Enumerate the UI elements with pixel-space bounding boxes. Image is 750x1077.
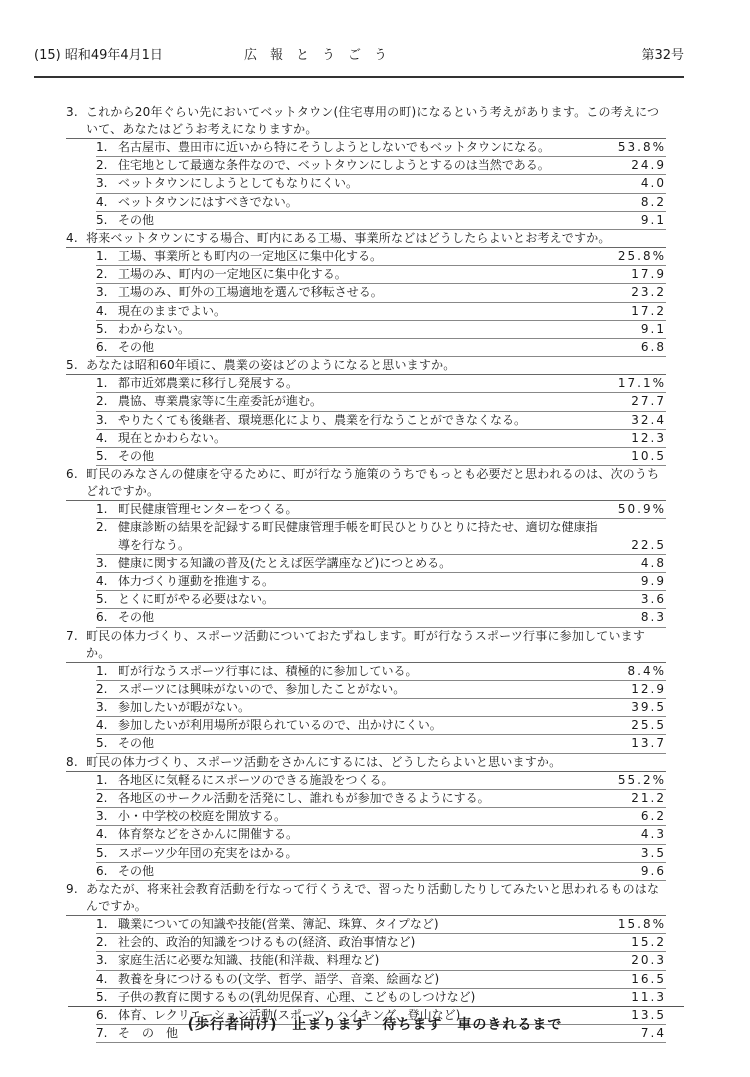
option-number: 2. (96, 935, 108, 950)
option-percentage: 24.9 (631, 158, 666, 173)
option-text: 工場のみ、町外の工場適地を選んで移転させる。 (118, 285, 383, 300)
answer-option (96, 430, 666, 448)
option-number: 2. (96, 158, 108, 173)
option-number: 5. (96, 845, 108, 860)
survey-question (66, 754, 666, 881)
option-percentage: 50.9% (617, 502, 666, 517)
question-text-row (66, 881, 666, 916)
option-text: やりたくても後継者、環境悪化により、農業を行なうことができなくなる。 (118, 412, 527, 427)
option-number: 3. (96, 176, 108, 191)
question-text: これから20年ぐらい先においてベットタウン(住宅専用の町)になるという考えがあります。この考えについて、あなたはどうお考えになりますか。 (86, 105, 660, 136)
option-text: その他 (118, 736, 155, 751)
survey-question (66, 466, 666, 627)
option-text: ベットタウンにしようとしてもなりにくい。 (118, 176, 359, 191)
answer-option (96, 735, 666, 753)
answer-option (96, 248, 666, 266)
answer-option (96, 826, 666, 844)
option-percentage: 8.2 (640, 194, 666, 209)
option-text: 各地区に気軽るにスポーツのできる施設をつくる。 (118, 772, 394, 787)
issue-date: (15) 昭和49年4月1日 (34, 48, 163, 63)
option-text: 参加したいが暇がない。 (118, 700, 251, 715)
answer-option (96, 717, 666, 735)
question-text: 町民の体力づくり、スポーツ活動についておたずねします。町が行なうスポーツ行事に参加していますか。 (86, 628, 646, 660)
footer-slogan: (歩行者向け) 止まります 待ちます 車のきれるまで (187, 1017, 563, 1033)
option-text: ベットタウンにはすべきでない。 (118, 194, 298, 209)
option-number: 6. (96, 863, 108, 878)
option-number: 1. (96, 916, 108, 931)
question-number: 4. (66, 231, 78, 246)
option-text: わからない。 (118, 321, 191, 336)
option-text: 現在とかわらない。 (118, 430, 227, 445)
option-percentage: 23.2 (631, 285, 666, 300)
answer-option (96, 845, 666, 863)
option-percentage: 27.7 (631, 394, 666, 409)
answer-option (96, 971, 666, 989)
answer-option (96, 863, 666, 881)
option-text: 体力づくり運動を推進する。 (118, 574, 275, 589)
option-percentage: 9.1 (640, 212, 666, 227)
option-number: 4. (96, 718, 108, 733)
option-percentage: 53.8% (617, 140, 666, 154)
answer-option (96, 448, 666, 466)
option-number: 3. (96, 285, 108, 300)
option-number: 5. (96, 449, 108, 464)
question-number: 7. (66, 628, 78, 643)
option-text: 体育祭などをさかんに開催する。 (118, 827, 299, 842)
option-number: 5. (96, 989, 108, 1004)
option-number: 5. (96, 736, 108, 751)
option-percentage: 17.1% (617, 376, 666, 391)
question-text-row (66, 357, 666, 375)
option-number: 5. (96, 592, 108, 607)
option-text: 各地区のサークル活動を活発にし、誰れもが参加できるようにする。 (118, 790, 490, 805)
question-text-row (66, 230, 666, 248)
question-text: あなたが、将来社会教育活動を行なって行くうえで、習ったり活動したりしてみたいと思われるものはなんですか。 (86, 881, 660, 913)
option-text: 町が行なうスポーツ行事には、積極的に参加している。 (118, 663, 418, 678)
answer-option (96, 393, 666, 411)
option-percentage: 6.2 (640, 809, 666, 824)
question-number: 5. (66, 358, 78, 373)
option-number: 4. (96, 194, 108, 209)
survey-content (66, 104, 666, 1043)
option-percentage: 3.5 (640, 845, 666, 860)
option-percentage: 8.3 (640, 610, 666, 625)
question-number: 8. (66, 754, 78, 769)
option-number: 4. (96, 827, 108, 842)
option-number: 3. (96, 953, 108, 968)
option-number: 1. (96, 663, 108, 678)
survey-question (66, 230, 666, 357)
option-percentage: 25.8% (617, 249, 666, 264)
option-percentage: 25.5 (631, 718, 666, 733)
answer-option (96, 952, 666, 970)
option-text: 住宅地として最適な条件なので、ベットタウンにしようとするのは当然である。 (118, 158, 550, 173)
option-percentage: 39.5 (631, 700, 666, 715)
option-text: 体育、レクリエーション活動(スポーツ、ハイキング、登山など) (118, 1007, 461, 1022)
option-text: その他 (118, 340, 155, 355)
question-text: あなたは昭和60年頃に、農業の姿はどのようになると思いますか。 (86, 358, 456, 373)
option-number: 1. (96, 502, 108, 517)
option-percentage: 13.7 (631, 736, 666, 751)
answer-option (96, 934, 666, 952)
answer-option (96, 175, 666, 193)
option-text: 健康診断の結果を記録する町民健康管理手帳を町民ひとりひとりに持たせ、適切な健康指導を行なう。 (118, 520, 598, 552)
answer-option (96, 591, 666, 609)
option-number: 5. (96, 321, 108, 336)
option-text: 工場、事業所とも町内の一定地区に集中化する。 (118, 249, 383, 264)
option-text: 健康に関する知識の普及(たとえば医学講座など)につとめる。 (118, 555, 452, 570)
answer-option (96, 303, 666, 321)
answer-option (96, 194, 666, 212)
answer-option (96, 519, 666, 554)
option-text: その他 (118, 449, 155, 464)
option-text: 子供の教育に関するもの(乳幼児保育、心理、こどものしつけなど) (118, 989, 476, 1004)
answer-option (96, 284, 666, 302)
option-text: その他 (118, 212, 155, 227)
question-text-row (66, 628, 666, 663)
question-text-row (66, 754, 666, 772)
option-number: 2. (96, 681, 108, 696)
option-text: とくに町がやる必要はない。 (118, 592, 275, 607)
option-number: 1. (96, 140, 108, 154)
option-percentage: 9.1 (640, 321, 666, 336)
page-header (34, 44, 684, 68)
answer-option (96, 916, 666, 934)
answer-option (96, 573, 666, 591)
option-number: 6. (96, 1007, 108, 1022)
option-percentage: 7.4 (640, 1026, 666, 1041)
option-number: 1. (96, 772, 108, 787)
option-text: 参加したいが利用場所が限られているので、出かけにくい。 (118, 718, 442, 733)
option-text: 農協、専業農家等に生産委託が進む。 (118, 394, 323, 409)
option-number: 6. (96, 610, 108, 625)
answer-option (96, 501, 666, 519)
option-text: スポーツには興味がないので、参加したことがない。 (118, 681, 406, 696)
option-text: 工場のみ、町内の一定地区に集中化する。 (118, 267, 347, 282)
option-percentage: 13.5 (631, 1007, 666, 1022)
option-percentage: 15.2 (631, 935, 666, 950)
question-text: 将来ベットタウンにする場合、町内にある工場、事業所などはどうしたらよいとお考えですか。 (86, 231, 611, 246)
question-number: 9. (66, 881, 78, 896)
question-text-row (66, 466, 666, 501)
option-text: 小・中学校の校庭を開放する。 (118, 809, 287, 824)
answer-option (96, 808, 666, 826)
question-number: 6. (66, 467, 78, 482)
option-number: 2. (96, 790, 108, 805)
option-number: 2. (96, 267, 108, 282)
option-number: 3. (96, 809, 108, 824)
option-text: 教養を身につけるもの(文学、哲学、語学、音楽、絵画など) (118, 971, 440, 986)
answer-option (96, 412, 666, 430)
question-text: 町民のみなさんの健康を守るために、町が行なう施策のうちでもっとも必要だと思われるのは、次のうちどれですか。 (86, 467, 660, 499)
answer-option (96, 772, 666, 790)
option-number: 7. (96, 1026, 108, 1041)
option-percentage: 17.2 (631, 303, 666, 318)
option-percentage: 55.2% (617, 772, 666, 787)
option-percentage: 12.3 (631, 430, 666, 445)
answer-option (96, 989, 666, 1007)
answer-option (96, 212, 666, 230)
option-number: 5. (96, 212, 108, 227)
option-text: 名古屋市、豊田市に近いから特にそうしようとしないでもベットタウンになる。 (118, 140, 551, 154)
survey-question (66, 628, 666, 754)
answer-option (96, 699, 666, 717)
option-number: 4. (96, 303, 108, 318)
option-percentage: 4.3 (640, 827, 666, 842)
answer-option (96, 157, 666, 175)
answer-option (96, 609, 666, 627)
option-number: 1. (96, 376, 108, 391)
option-percentage: 20.3 (631, 953, 666, 968)
survey-question (66, 104, 666, 230)
option-number: 4. (96, 430, 108, 445)
survey-question (66, 357, 666, 466)
answer-option (96, 321, 666, 339)
option-number: 2. (96, 520, 108, 535)
option-text: 職業についての知識や技能(営業、簿記、珠算、タイプなど) (118, 916, 439, 931)
question-text-row (66, 104, 666, 139)
answer-option (96, 555, 666, 573)
header-rule (34, 76, 684, 78)
newsletter-title: 広報とうごう (244, 48, 401, 63)
issue-number: 第32号 (641, 48, 684, 63)
option-percentage: 9.9 (640, 574, 666, 589)
answer-option (96, 663, 666, 681)
answer-option (96, 266, 666, 284)
option-percentage: 10.5 (631, 449, 666, 464)
option-number: 1. (96, 249, 108, 264)
option-text: 社会的、政治的知識をつけるもの(経済、政治事情など) (118, 935, 416, 950)
option-percentage: 6.8 (640, 340, 666, 355)
footer-rule (68, 1006, 684, 1007)
option-number: 4. (96, 574, 108, 589)
option-percentage: 4.0 (640, 176, 666, 191)
option-number: 3. (96, 412, 108, 427)
option-text: スポーツ少年団の充実をはかる。 (118, 845, 298, 860)
option-percentage: 3.6 (640, 592, 666, 607)
option-percentage: 15.8% (617, 916, 666, 931)
option-number: 3. (96, 555, 108, 570)
option-text: その他 (118, 610, 155, 625)
question-number: 3. (66, 105, 78, 119)
answer-option (96, 139, 666, 157)
answer-option (96, 375, 666, 393)
option-percentage: 12.9 (631, 681, 666, 696)
option-percentage: 16.5 (631, 971, 666, 986)
option-number: 4. (96, 971, 108, 986)
option-number: 6. (96, 340, 108, 355)
option-percentage: 4.8 (640, 555, 666, 570)
answer-option (96, 790, 666, 808)
option-percentage: 21.2 (631, 790, 666, 805)
option-percentage: 11.3 (631, 989, 666, 1004)
option-text: 都市近郊農業に移行し発展する。 (118, 376, 299, 391)
option-percentage: 22.5 (631, 537, 666, 552)
option-text: 家庭生活に必要な知識、技能(和洋裁、料理など) (118, 953, 380, 968)
answer-option (96, 339, 666, 357)
option-percentage: 9.6 (640, 863, 666, 878)
option-percentage: 32.4 (631, 412, 666, 427)
option-number: 3. (96, 700, 108, 715)
option-number: 2. (96, 394, 108, 409)
option-text: 町民健康管理センターをつくる。 (118, 502, 298, 517)
answer-option (96, 681, 666, 699)
option-text: 現在のままでよい。 (118, 303, 227, 318)
option-text: その他 (118, 863, 155, 878)
option-text: そ の 他 (118, 1026, 179, 1041)
option-percentage: 17.9 (631, 267, 666, 282)
question-text: 町民の体力づくり、スポーツ活動をさかんにするには、どうしたらよいと思いますか。 (86, 754, 562, 769)
option-percentage: 8.4% (627, 663, 666, 678)
